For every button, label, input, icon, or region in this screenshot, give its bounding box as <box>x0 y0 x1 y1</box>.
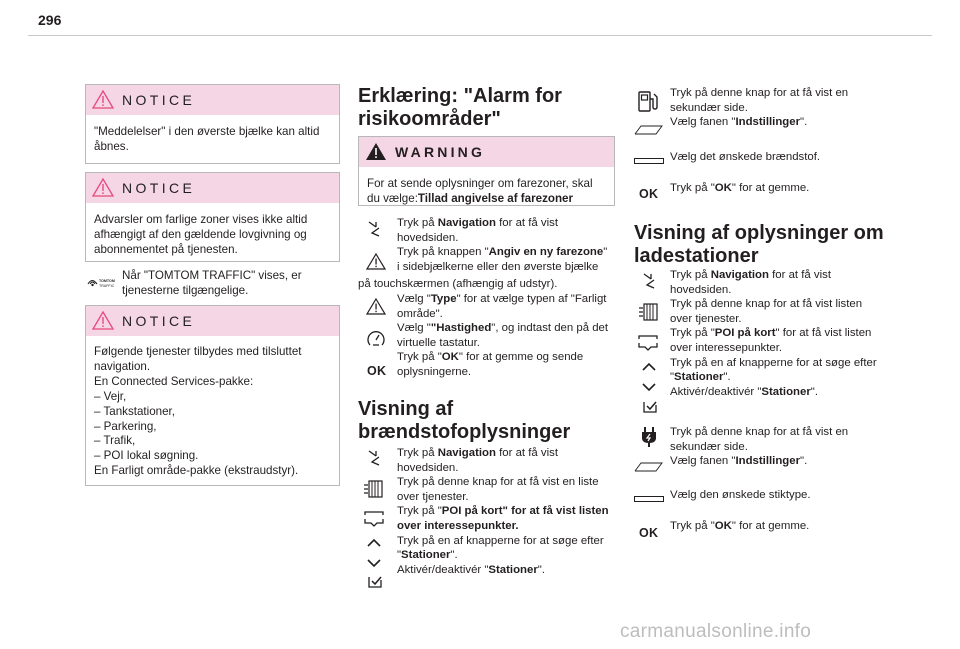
step-bold: Stationer <box>488 563 538 576</box>
notice-line: – Trafik, <box>94 434 136 448</box>
step-text: Tryk på " <box>397 505 442 518</box>
step-text: Tryk på " <box>670 182 715 194</box>
step-line <box>670 181 809 196</box>
step-text: Vælg fanen " <box>670 116 736 129</box>
chevron-down-icon <box>642 383 656 392</box>
step-line <box>397 548 609 563</box>
watermark: carmanualsonline.info <box>620 621 812 642</box>
step-bold: Navigation <box>710 269 769 281</box>
warning-line <box>367 191 606 206</box>
step-line <box>397 446 609 461</box>
step-bold: Stationer <box>401 549 451 562</box>
step-line <box>397 504 609 519</box>
step-line <box>670 454 848 469</box>
notice-line: åbnes. <box>94 140 129 153</box>
step-line-wide: på touchskærmen (afhængig af udstyr). <box>358 278 558 290</box>
notice-title: NOTICE <box>122 92 196 108</box>
heading-line: brændstofoplysninger <box>358 421 571 443</box>
notice-box-hazard-warnings <box>85 172 340 262</box>
step-bold: Type <box>430 293 457 305</box>
tomtom-line: Når "TOMTOM TRAFFIC" vises, er <box>122 269 302 282</box>
warning-body <box>359 167 614 214</box>
step-text: Tryk på " <box>670 327 715 340</box>
heading-charging-stations <box>634 222 884 268</box>
tomtom-line: tjenesterne tilgængelige. <box>122 284 249 297</box>
step-bold: "Hastighed <box>430 322 492 335</box>
step-text: for at få vist <box>495 447 558 459</box>
warning-title: WARNING <box>395 144 486 160</box>
services-list-icon <box>363 479 385 499</box>
warning-triangle-icon <box>92 178 114 197</box>
notice-body <box>86 336 339 487</box>
step-text: Tryk på " <box>397 351 442 364</box>
notice-line: – Tankstationer, <box>94 404 175 418</box>
chevron-down-icon <box>367 559 381 568</box>
step-text: " for at vælge typen af "Farligt <box>456 293 607 305</box>
heading-line: ladestationer <box>634 245 759 267</box>
settings-tab-icon <box>634 462 664 472</box>
step-text: ". <box>450 549 458 562</box>
notice-line: Advarsler om farlige zoner vises ikke altid <box>94 213 308 226</box>
step-line: Vælg den ønskede stiktype. <box>670 489 811 501</box>
chevron-up-icon <box>642 362 656 371</box>
heading-line: Erklæring: "Alarm for <box>358 85 562 107</box>
step-line: sekundær side. <box>670 101 748 114</box>
fuel-bar-icon <box>634 158 664 164</box>
heading-hazard-alarm <box>358 85 562 131</box>
step-line: område". <box>397 307 443 320</box>
notice-line: – Vejr, <box>94 389 127 403</box>
heading-line: Visning af oplysninger om <box>634 222 884 244</box>
step-line: oplysningerne. <box>397 365 472 378</box>
step-line: virtuelle tastatur. <box>397 336 480 349</box>
warning-triangle-icon <box>92 90 114 109</box>
tomtom-text <box>122 268 302 298</box>
step-text: ". <box>723 371 731 384</box>
step-line <box>397 563 609 578</box>
svg-text:TRAFFIC: TRAFFIC <box>99 284 115 288</box>
step-line <box>397 245 607 260</box>
step-text: Tryk på <box>397 217 438 229</box>
poi-map-icon <box>636 334 660 352</box>
checkbox-icon <box>643 400 657 413</box>
step-line <box>670 115 848 130</box>
step-line <box>397 519 609 534</box>
notice-header <box>86 306 339 336</box>
notice-title: NOTICE <box>122 313 196 329</box>
notice-line: "Meddelelser" i den øverste bjælke kan altid <box>94 125 320 138</box>
step-line <box>397 321 608 336</box>
step-bold: Navigation <box>437 447 496 459</box>
step-bold: POI på kort <box>714 327 776 340</box>
notice-header <box>86 85 339 115</box>
step-line: Tryk på en af knapperne for at søge efter <box>397 534 604 547</box>
page-number: 296 <box>38 12 62 28</box>
step-line <box>397 350 608 365</box>
step-text: ". <box>800 116 808 129</box>
step-bold: over interessepunkter. <box>397 519 519 532</box>
step-text: Aktivér/deaktivér " <box>670 385 762 398</box>
step-text: ". <box>810 385 818 398</box>
step-bold: Stationer <box>674 371 724 384</box>
step-text: Vælg " <box>397 293 431 305</box>
step-bold: Navigation <box>437 217 496 229</box>
notice-header <box>86 173 339 203</box>
steps-charging <box>670 268 877 399</box>
heading-fuel-info <box>358 398 570 444</box>
step-text: " <box>397 549 402 562</box>
warning-line: For at sende oplysninger om farezoner, skal <box>367 177 593 190</box>
step-line <box>670 385 877 400</box>
warning-triangle-icon <box>92 311 114 330</box>
step-text: ", og indtast den på det <box>491 322 609 335</box>
warning-triangle-outline-icon <box>366 298 386 315</box>
charging-plug-icon <box>640 426 658 448</box>
secondary-page-fuel-icon <box>637 89 661 113</box>
heading-line: risikoområder" <box>358 108 501 130</box>
notice-line: – Parkering, <box>94 419 157 433</box>
warning-box <box>358 136 615 206</box>
step-text: ". <box>537 563 545 576</box>
step-line: i sidebjælkerne eller den øverste bjælke <box>397 260 599 273</box>
steps-hazard-2 <box>397 292 608 380</box>
steps-charging-2 <box>670 425 848 469</box>
step-text: " for at gemme. <box>731 520 810 532</box>
step-bold: OK <box>714 520 732 532</box>
step-bold: Indstillinger <box>735 116 801 129</box>
connector-bar-icon <box>634 496 664 502</box>
step-text: " for at gemme og sende <box>458 351 584 364</box>
step-bold: Indstillinger <box>735 455 801 468</box>
navigation-arrow-icon <box>367 450 381 466</box>
step-line <box>670 370 877 385</box>
heading-line: Visning af <box>358 398 454 420</box>
step-line: Tryk på denne knap for at få vist listen <box>670 298 863 311</box>
steps-fuel <box>397 446 609 577</box>
notice-line: abonnementet på tjenesten. <box>94 243 238 256</box>
tomtom-traffic-icon <box>86 276 118 290</box>
step-text: for at få vist <box>768 269 831 281</box>
step-text: Aktivér/deaktivér " <box>397 563 489 576</box>
step-line: over interessepunkter. <box>670 341 783 354</box>
step-line <box>670 326 877 341</box>
notice-box-services <box>85 305 340 486</box>
notice-line: afhængigt af den gældende lovgivning og <box>94 228 307 241</box>
warning-triangle-outline-icon <box>366 253 386 270</box>
navigation-arrow-icon <box>642 273 656 289</box>
navigation-arrow-icon <box>367 221 381 237</box>
step-line <box>397 292 608 307</box>
step-line: over tjenester. <box>670 312 742 325</box>
step-line: over tjenester. <box>397 490 469 503</box>
step-bold: Angiv en ny farezone <box>488 246 604 259</box>
settings-tab-icon <box>634 125 664 135</box>
step-line: Tryk på denne knap for at få vist en <box>670 426 849 438</box>
step-line: sekundær side. <box>670 440 748 453</box>
poi-map-icon <box>362 510 386 528</box>
warning-text: du vælge: <box>367 192 418 205</box>
step-text: ". <box>800 455 808 468</box>
notice-title: NOTICE <box>122 180 196 196</box>
services-list-icon <box>638 302 660 322</box>
step-text: Vælg fanen " <box>670 455 736 468</box>
svg-text:TOMTOM: TOMTOM <box>99 279 115 283</box>
warning-header <box>359 137 614 167</box>
step-line: hovedsiden. <box>670 283 732 296</box>
step-line: hovedsiden. <box>397 461 459 474</box>
checkbox-icon <box>368 575 382 588</box>
step-bold: Stationer <box>761 385 811 398</box>
notice-line: En Farligt område-pakke (ekstraudstyr). <box>94 464 299 478</box>
step-text: Tryk på " <box>670 520 715 532</box>
step-bold: OK <box>714 182 732 194</box>
notice-line: navigation. <box>94 359 151 373</box>
ok-icon: OK <box>639 187 659 201</box>
steps-fuel-settings <box>670 86 848 130</box>
step-text: " <box>670 371 675 384</box>
notice-line: Følgende tjenester tilbydes med tilsluttet <box>94 345 302 358</box>
step-line: Vælg det ønskede brændstof. <box>670 151 821 163</box>
step-line: Tryk på denne knap for at få vist en liste <box>397 476 599 489</box>
step-line <box>670 268 877 283</box>
step-text: Tryk på <box>670 269 711 281</box>
notice-line: – POI lokal søgning. <box>94 449 199 463</box>
step-text: Tryk på knappen " <box>397 246 489 259</box>
chevron-up-icon <box>367 538 381 547</box>
step-text: Tryk på <box>397 447 438 459</box>
notice-line: En Connected Services-pakke: <box>94 374 254 388</box>
step-line: hovedsiden. <box>397 231 459 244</box>
step-text: " for at gemme. <box>731 182 810 194</box>
step-bold: POI på kort" for at få vist listen <box>441 505 609 518</box>
step-text: " for at få vist listen <box>775 327 872 340</box>
step-line: Tryk på denne knap for at få vist en <box>670 87 849 99</box>
warning-bold-text: Tillad angivelse af farezoner <box>417 192 573 205</box>
step-text: " <box>603 246 608 259</box>
step-line: Tryk på en af knapperne for at søge efter <box>670 356 877 369</box>
top-divider <box>28 35 932 36</box>
step-bold: OK <box>441 351 459 364</box>
ok-icon: OK <box>639 526 659 540</box>
steps-hazard <box>397 216 607 274</box>
step-line <box>670 519 809 534</box>
tomtom-traffic-logo <box>86 276 118 290</box>
step-text: Vælg " <box>397 322 431 335</box>
notice-body <box>86 203 339 265</box>
notice-body <box>86 115 339 162</box>
notice-box-messages <box>85 84 340 164</box>
step-line <box>397 216 607 231</box>
step-text: for at få vist <box>495 217 558 229</box>
speedometer-icon <box>366 330 386 348</box>
warning-filled-icon <box>365 142 387 161</box>
ok-icon: OK <box>367 364 387 378</box>
